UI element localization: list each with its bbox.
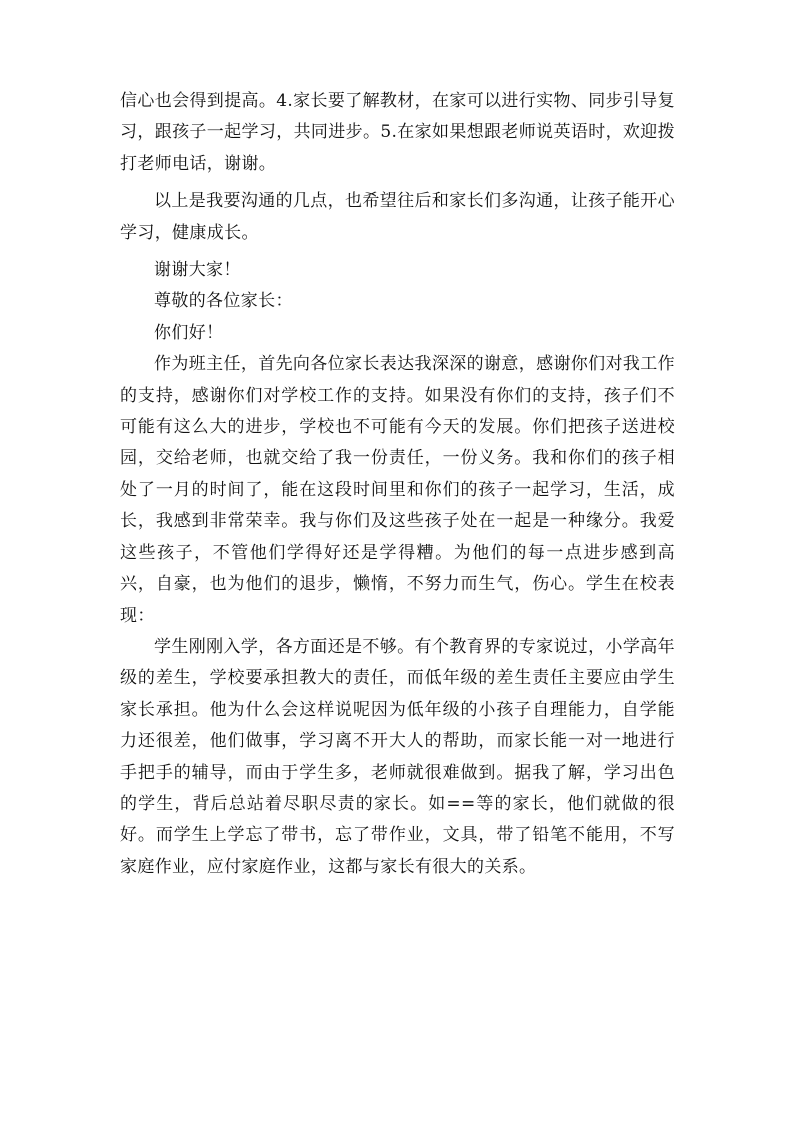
paragraph-salutation: 尊敬的各位家长： [154, 291, 293, 312]
paragraph-student-performance: 学生刚刚入学，各方面还是不够。有个教育界的专家说过，小学高年级的差生，学校要承担教大的责任，而低年级的差生责任主要应由学生家长承担。他为什么会这样说呢因为低年级的小孩子自理能力，自学能力还很差，他们做事，学习离不开大人的帮助，而家长能一对一地进行手把手的辅导，而由于学生多，老师就很难做到。据我了解，学习出色的学生，背后总站着尽职尽责的家长。如==等的家长，他们就做的很好。而学生上学忘了带书，忘了带作业，文具，带了铅笔不能用，不写家庭作业，应付家庭作业，这都与家长有很大的关系。 [120, 636, 675, 877]
paragraph-closing-remarks: 以上是我要沟通的几点，也希望往后和家长们多沟通，让孩子能开心学习，健康成长。 [120, 191, 675, 243]
document-page [120, 86, 675, 883]
paragraph-head-teacher-thanks: 作为班主任，首先向各位家长表达我深深的谢意，感谢你们对我工作的支持，感谢你们对学校工作的支持。如果没有你们的支持，孩子们不可能有这么大的进步，学校也不可能有今天的发展。你们把孩子送进校园，交给老师，也就交给了我一份责任，一份义务。我和你们的孩子相处了一月的时间了，能在这段时间里和你们的孩子一起学习，生活，成长，我感到非常荣幸。我与你们及这些孩子处在一起是一种缘分。我爱这些孩子，不管他们学得好还是学得糟。为他们的每一点进步感到高兴，自豪，也为他们的退步，懒惰，不努力而生气，伤心。学生在校表现： [120, 354, 675, 626]
paragraph-thanks: 谢谢大家！ [154, 260, 241, 281]
paragraph-greeting: 你们好！ [154, 322, 224, 343]
paragraph-continuation: 信心也会得到提高。4.家长要了解教材，在家可以进行实物、同步引导复习，跟孩子一起学习，共同进步。5.在家如果想跟老师说英语时，欢迎拨打老师电话，谢谢。 [120, 91, 675, 174]
